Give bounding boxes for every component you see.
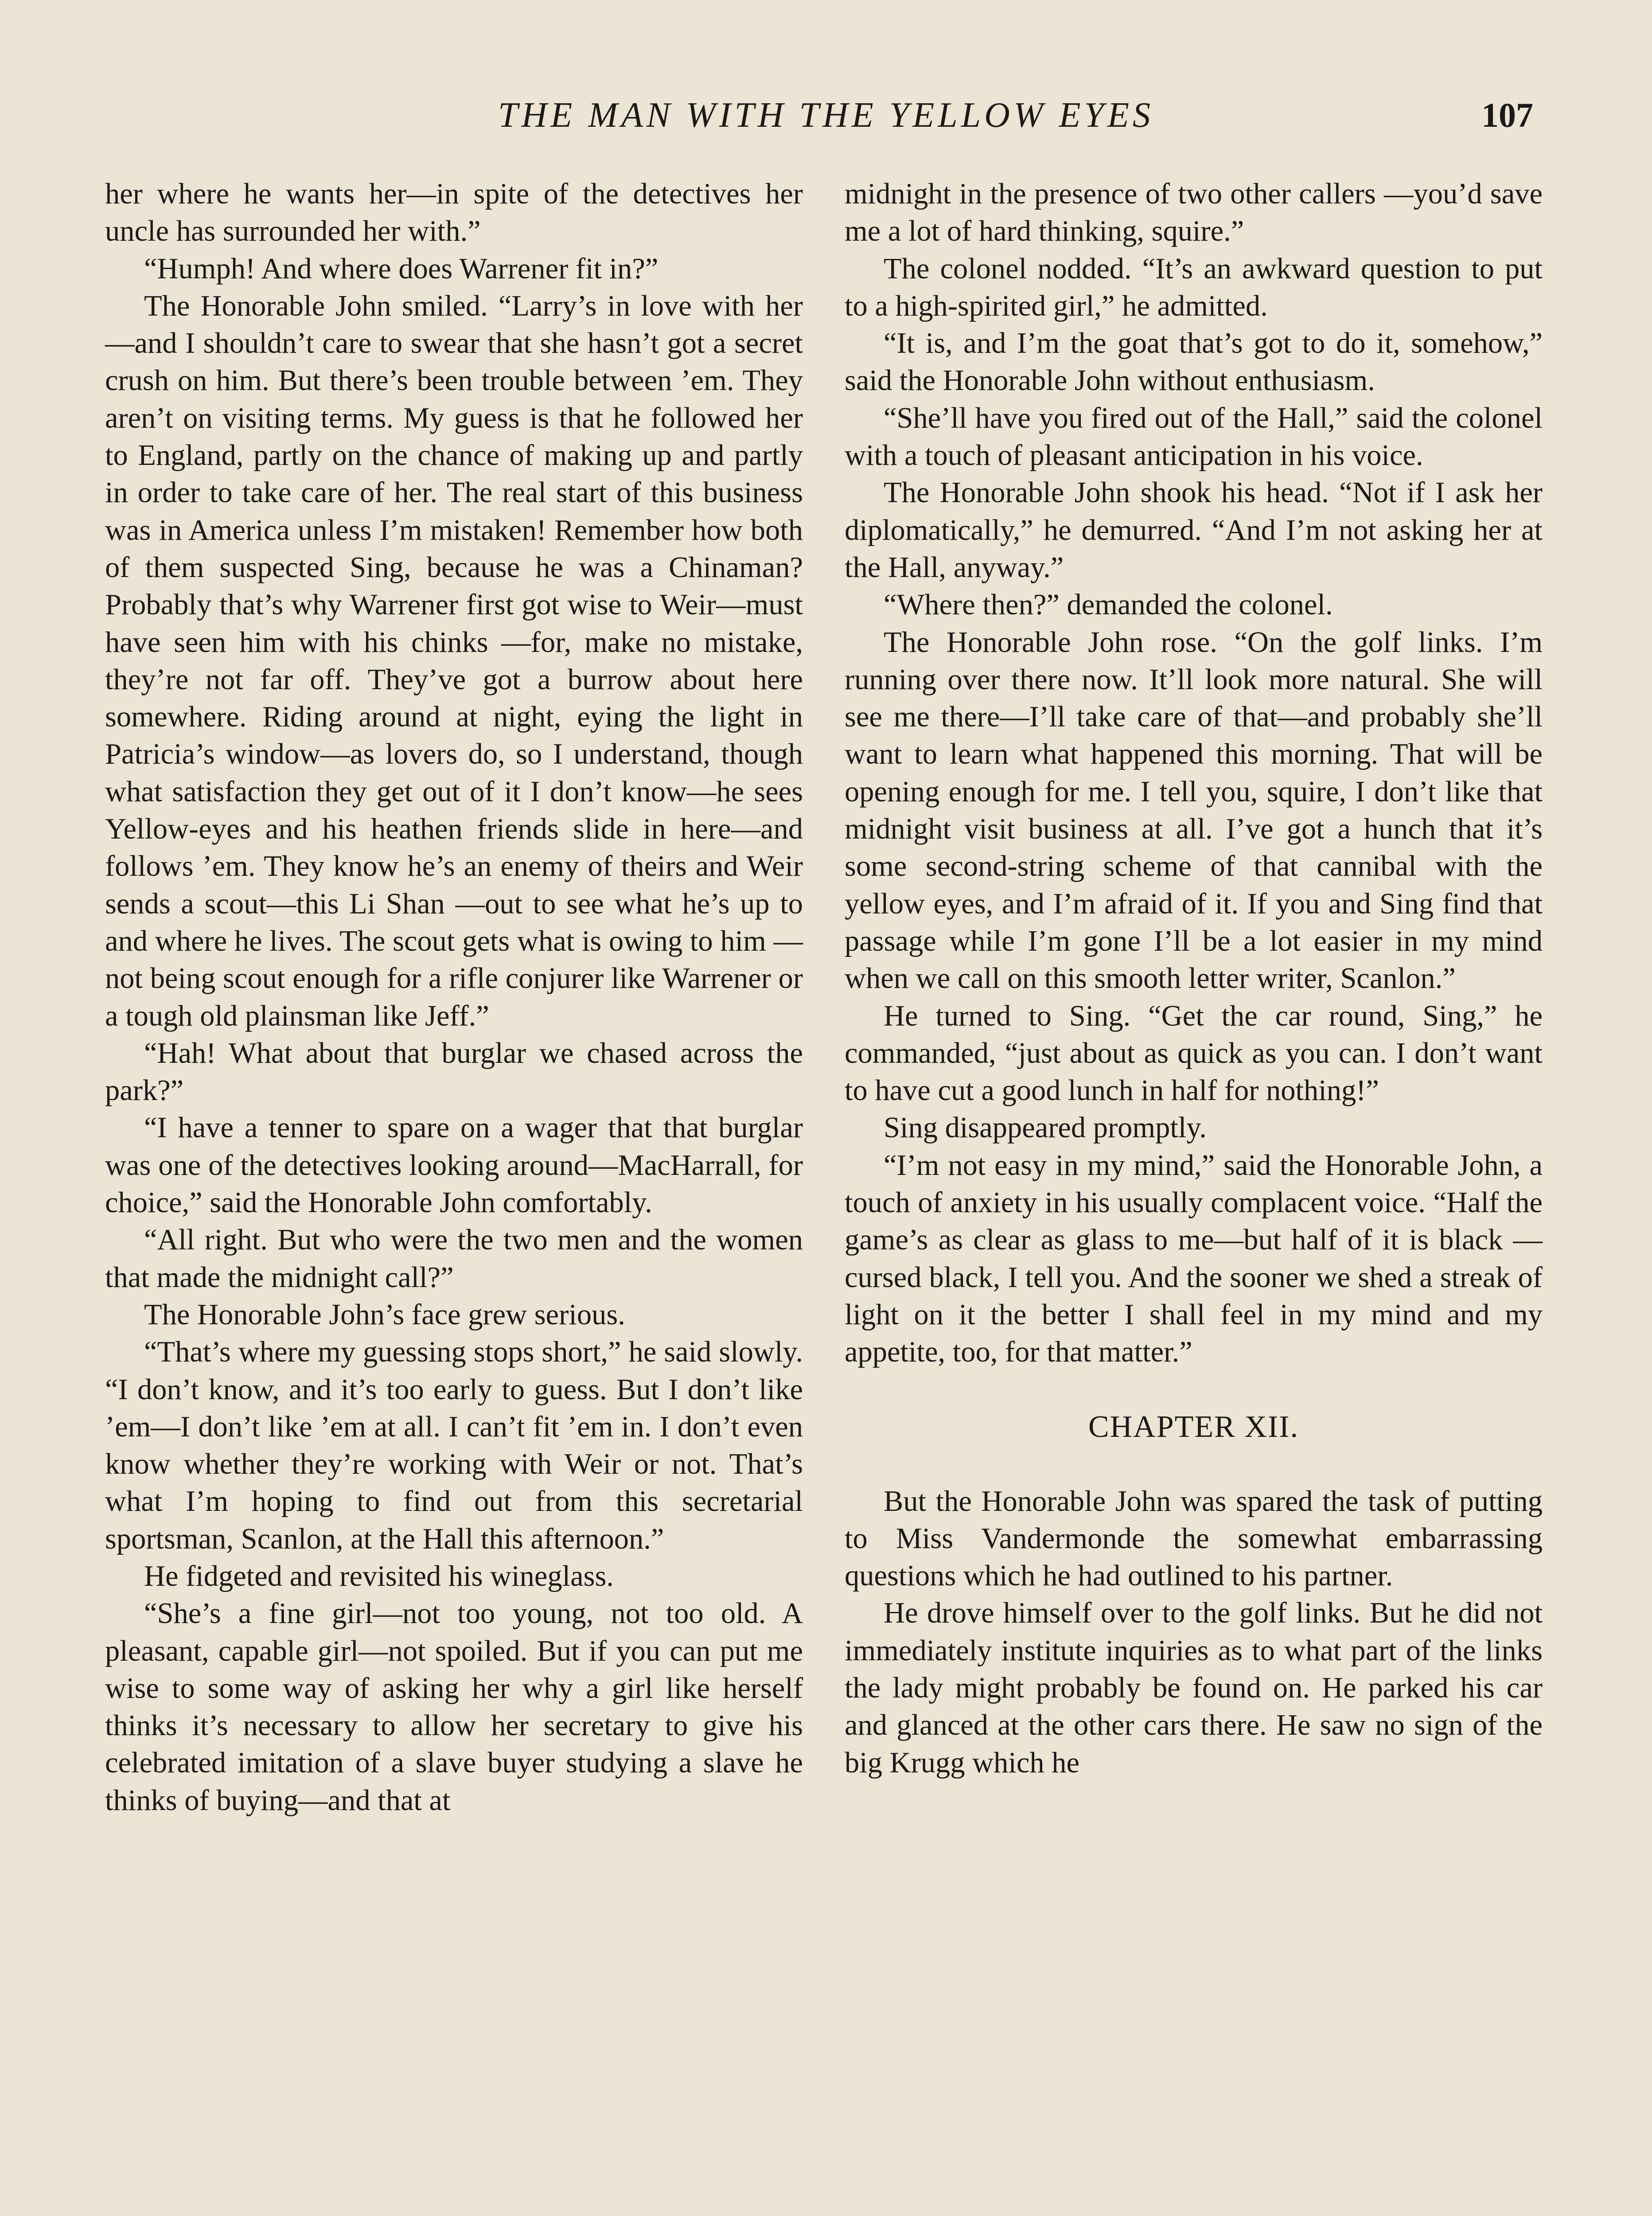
paragraph: The Honorable John rose. “On the golf links. I’m running over there now. It’ll look more natural. She will see me there—I’ll take care of that—and probably she’ll want to learn what happened this morning. That will be opening enough for me. I tell you, squire, I don’t like that midnight visit business at all. I’ve got a hunch that it’s some second-string scheme of that cannibal with the yellow eyes, and I’m afraid of it. If you and Sing find that passage while I’m gone I’ll be a lot easier in my mind when we call on this smooth letter writer, Scanlon.” bbox=[845, 626, 1543, 995]
paragraph: Sing disappeared promptly. bbox=[884, 1112, 1207, 1144]
paragraph: “I’m not easy in my mind,” said the Honorable John, a touch of anxiety in his usually complacent voice. “Half the game’s as clear as glass to me—but half of it is black —cursed black, I tell you. And the sooner we shed a streak of light on it the better I shall feel in my mind and my appetite, too, for that matter.” bbox=[845, 1149, 1543, 1369]
paragraph: “She’s a fine girl—not too young, not too old. A pleasant, capable girl—not spoiled. But if you can put me wise to some way of asking her why a girl like herself thinks it’s necessary to allow her secretary to give his celebrated imitation of a slave buyer studying a slave he thinks of buying—and that at bbox=[105, 1597, 803, 1817]
paragraph: “It is, and I’m the goat that’s got to do it, somehow,” said the Honorable John without enthusiasm. bbox=[845, 327, 1543, 397]
paragraph: The Honorable John smiled. “Larry’s in love with her—and I shouldn’t care to swear that she hasn’t got a secret crush on him. But there’s been trouble between ’em. They aren’t on visiting terms. My guess is that he followed her to England, partly on the chance of making up and partly in order to take care of her. The real start of this business was in America unless I’m mistaken! Remember how both of them suspected Sing, because he was a Chinaman? Probably that’s why Warrener first got wise to Weir—must have seen him with his chinks —for, make no mistake, they’re not far off. They’ve got a burrow about here somewhere. Riding around at night, eying the light in Patricia’s window—as lovers do, so I understand, though what satisfaction they get out of it I don’t know—he sees Yellow-eyes and his heathen friends slide in here—and follows ’em. They know he’s an enemy of theirs and Weir sends a scout—this Li Shan —out to see what he’s up to and where he lives. The scout gets what is owing to him —not being scout enough for a rifle conjurer like Warrener or a tough old plainsman like Jeff.” bbox=[105, 289, 803, 1032]
paragraph: “She’ll have you fired out of the Hall,” said the colonel with a touch of pleasant anticipation in his voice. bbox=[845, 402, 1543, 472]
paragraph: But the Honorable John was spared the task of putting to Miss Vandermonde the somewhat embarrassing questions which he had outlined to his partner. bbox=[845, 1485, 1543, 1592]
paragraph: “Hah! What about that burglar we chased across the park?” bbox=[105, 1037, 803, 1107]
paragraph: “All right. But who were the two men and the women that made the midnight call?” bbox=[105, 1224, 803, 1294]
paragraph: “Where then?” demanded the colonel. bbox=[884, 589, 1333, 621]
running-title: THE MAN WITH THE YELLOW EYES bbox=[498, 96, 1154, 135]
running-head bbox=[0, 91, 1652, 144]
page-number: 107 bbox=[1481, 96, 1533, 134]
paragraph: midnight in the presence of two other callers —you’d save me a lot of hard thinking, squire.” bbox=[845, 178, 1543, 248]
paragraph: “Humph! And where does Warrener fit in?” bbox=[144, 252, 658, 285]
paragraph: “That’s where my guessing stops short,” he said slowly. “I don’t know, and it’s too early to guess. But I don’t like ’em—I don’t like ’em at all. I can’t fit ’em in. I don’t even know whether they’re working with Weir or not. That’s what I’m hoping to find out from this secretarial sportsman, Scanlon, at the Hall this afternoon.” bbox=[105, 1336, 803, 1555]
chapter-heading: CHAPTER XII. bbox=[1088, 1409, 1299, 1444]
paragraph: The Honorable John shook his head. “Not if I ask her diplomatically,” he demurred. “And I’m not asking her at the Hall, anyway.” bbox=[845, 476, 1543, 584]
left-text-column bbox=[105, 176, 803, 1819]
paragraph: her where he wants her—in spite of the detectives her uncle has surrounded her with.” bbox=[105, 178, 803, 248]
paragraph: The colonel nodded. “It’s an awkward question to put to a high-spirited girl,” he admitted. bbox=[845, 252, 1543, 322]
paragraph: The Honorable John’s face grew serious. bbox=[144, 1298, 625, 1331]
paragraph: “I have a tenner to spare on a wager that that burglar was one of the detectives looking around—MacHarrall, for choice,” said the Honorable John comfortably. bbox=[105, 1112, 803, 1219]
paragraph: He fidgeted and revisited his wineglass. bbox=[144, 1560, 614, 1592]
paragraph: He turned to Sing. “Get the car round, Sing,” he commanded, “just about as quick as you can. I don’t want to have cut a good lunch in half for nothing!” bbox=[845, 999, 1543, 1107]
right-text-column bbox=[845, 176, 1543, 1782]
paragraph: He drove himself over to the golf links. But he did not immediately institute inquiries as to what part of the links the lady might probably be found on. He parked his car and glanced at the other cars there. He saw no sign of the big Krugg which he bbox=[845, 1597, 1543, 1779]
